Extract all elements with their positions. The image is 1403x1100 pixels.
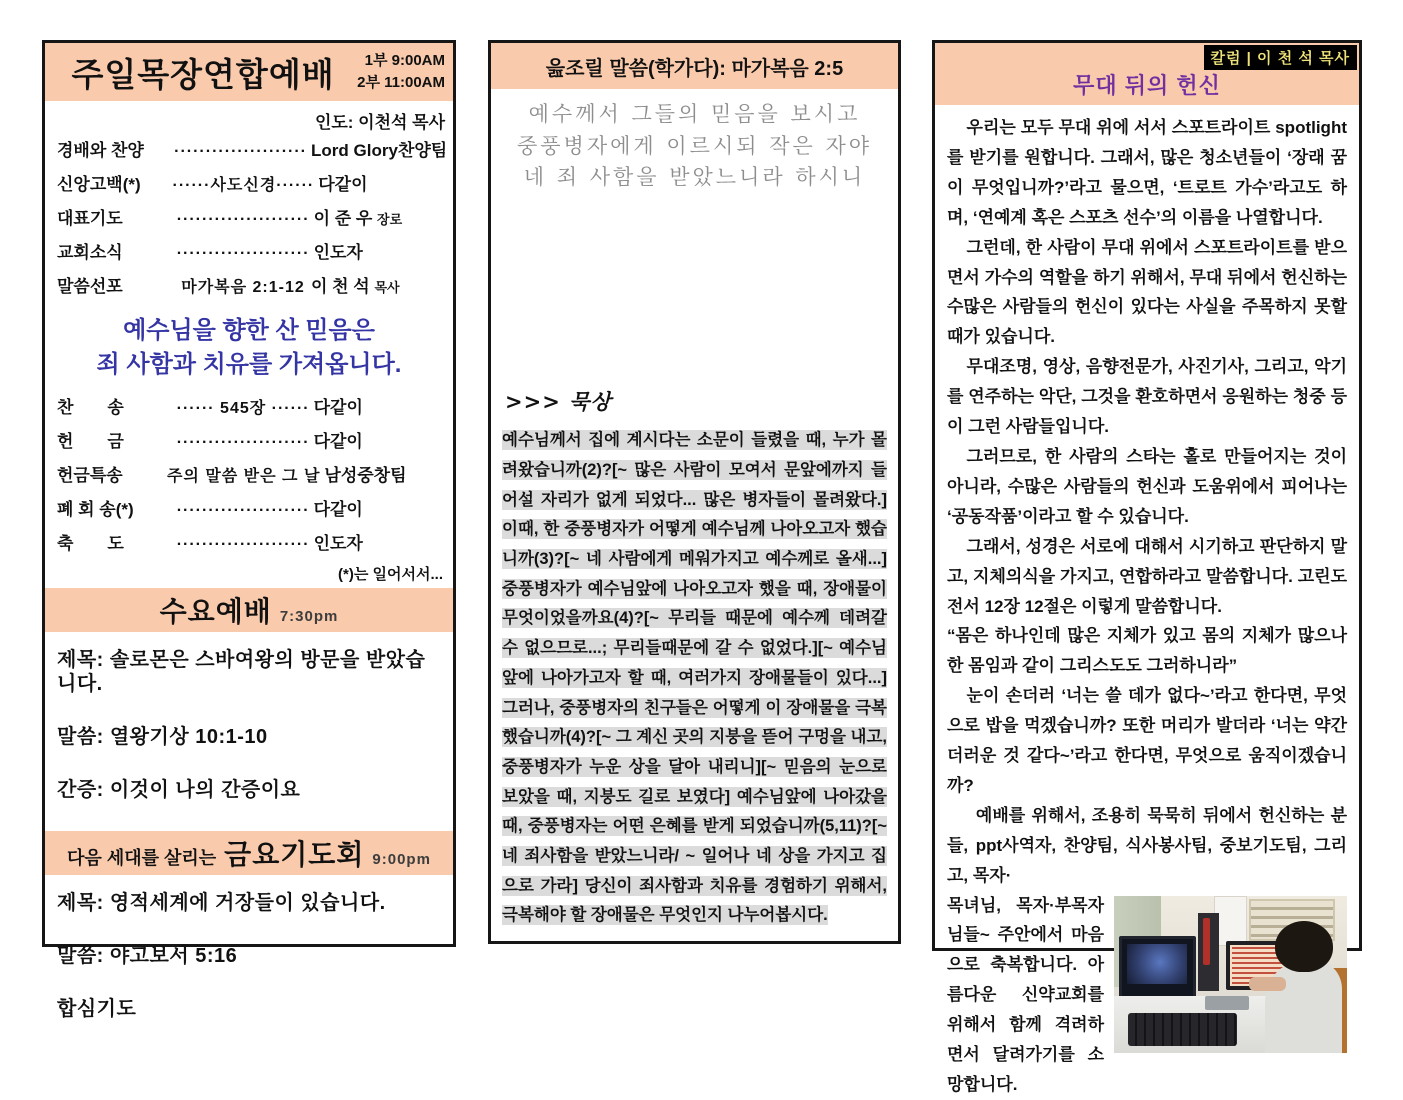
order-list-2 (45, 391, 453, 563)
friday-prayer-time: 9:00pm (372, 851, 431, 869)
order-item-person: 다같이 (313, 432, 363, 452)
meditation-body (491, 426, 898, 941)
order-item-label: 헌 금 (57, 432, 124, 452)
order-item-person: Lord Glory찬양팀 (311, 141, 448, 160)
photo-boy-hair (1275, 921, 1333, 973)
standing-footnote: (*)는 일어서서... (338, 566, 443, 584)
order-item-detail: ····················· (176, 536, 310, 554)
boy-at-computer-photo (1114, 896, 1347, 1053)
verse-line-2: 중풍병자에게 이르시되 작은 자야 (516, 133, 873, 158)
meditation-label: >>> 묵상 (505, 389, 612, 415)
meditation-panel (488, 40, 901, 944)
service-times (357, 50, 445, 94)
order-item-value (310, 204, 447, 229)
order-item-label: 폐 회 송(*) (57, 500, 134, 520)
service-time-1: 1부 9:00AM (364, 52, 445, 70)
order-item-label: 대표기도 (57, 209, 123, 228)
order-item-value (310, 495, 447, 520)
order-item-role: 장로 (377, 212, 403, 227)
order-item-value (320, 461, 447, 486)
column-paragraph: 그러므로, 한 사람의 스타는 홀로 만들어지는 것이 아니라, 수많은 사람들의 헌신과 도움위에서 피어나는 ‘공동작품’이라고 할 수 있습니다. (947, 446, 1347, 526)
worship-order-panel (42, 40, 456, 1021)
wednesday-service-band (45, 588, 453, 632)
order-row (57, 136, 447, 170)
column-header-band (935, 43, 1359, 105)
order-item-person: 다같이 (313, 500, 363, 520)
order-row (57, 170, 447, 204)
photo-door (1214, 896, 1247, 946)
order-item-detail: ······ 545장 ······ (176, 400, 310, 418)
blank-space (491, 194, 898, 387)
order-item-person: 인도자 (313, 534, 363, 554)
verse-text (491, 99, 898, 194)
sermon-statement-line1: 예수님을 향한 산 믿음은 (123, 317, 375, 344)
friday-prayer-lines (45, 875, 453, 1021)
column-body (935, 105, 1359, 1100)
column-quote-paragraph: “몸은 하나인데 많은 지체가 있고 몸의 지체가 많으나 한 몸임과 같이 그리스도도 그러하니라” (947, 626, 1347, 676)
service-time-2: 2부 11:00AM (357, 74, 445, 91)
order-item-detail: 주의 말씀 받은 그 날 (166, 468, 321, 486)
friday-prayer-band (45, 831, 453, 875)
order-item-label: 헌금특송 (57, 466, 123, 486)
friday-prayer-prefix: 다음 세대를 살리는 (67, 848, 217, 869)
order-item-value (310, 427, 447, 452)
photo-red-cable (1203, 918, 1210, 965)
order-item-person: 다같이 (318, 175, 368, 194)
order-row (57, 238, 447, 272)
order-item-label: 경배와 찬양 (57, 141, 144, 160)
photo-left-monitor (1119, 936, 1196, 999)
order-row (57, 461, 447, 495)
order-item-person: 이 천 석 (311, 277, 370, 296)
verse-line-1: 예수께서 그들의 믿음을 보시고 (528, 102, 861, 126)
photo-keyboard (1128, 1013, 1238, 1046)
order-item-label: 말씀선포 (57, 277, 123, 296)
order-item-value (307, 272, 447, 297)
wednesday-service-lines (45, 632, 453, 802)
column-title: 무대 뒤의 헌신 (1073, 73, 1221, 98)
order-row (57, 529, 447, 563)
photo-mouse-pad (1205, 996, 1249, 1010)
order-item-detail: ····················· (176, 245, 310, 262)
friday-sermon-title: 제목: 영적세계에 거장들이 있습니다. (57, 892, 386, 915)
order-row (57, 204, 447, 238)
wednesday-service-title: 수요예배 (159, 596, 272, 628)
worship-header-band (45, 43, 453, 101)
order-item-value (307, 136, 447, 161)
sermon-statement-line2: 죄 사함과 치유를 가져옵니다. (96, 350, 402, 378)
order-item-value (310, 238, 447, 263)
photo-boy-body (1265, 962, 1342, 1053)
order-item-detail: 마가복음 2:1-12 (181, 279, 305, 296)
column-paragraph: 우리는 모두 무대 위에 서서 스포트라이트 spotlight를 받기를 원합니다. 그래서, 많은 청소년들이 ‘장래 꿈이 무엇입니까?’라고 물으면, ‘트로트 가수’라고도 하며, ‘연예계 혹은 스포츠 선수’의 이름을 나열합니다. (947, 118, 1347, 227)
wednesday-sermon-title: 제목: 솔로몬은 스바여왕의 방문을 받았습니다. (57, 649, 426, 696)
order-item-role: 목사 (374, 280, 400, 295)
friday-scripture: 말씀: 야고보서 5:16 (57, 945, 238, 968)
order-item-detail: ····················· (176, 434, 310, 452)
order-item-label: 찬 송 (57, 398, 124, 418)
column-author-badge: 칼럼 | 이 천 석 목사 (1204, 45, 1357, 70)
order-item-person: 이 준 우 (313, 209, 373, 228)
sermon-statement (45, 314, 453, 381)
order-item-person: 인도자 (313, 243, 363, 262)
order-item-person: 다같이 (313, 398, 363, 418)
meditation-highlighted-text: 예수님께서 집에 계시다는 소문이 들렸을 때, 누가 몰려왔습니까(2)?[~ 많은 사람이 모여서 문앞에까지 들어설 자리가 없게 되었다... 많은 병자들이 몰려왔다.] 이때, 한 중풍병자가 어떻게 예수님께 나아오고자 했습니까(3)?[~ 네 사람에게 메워가지고 예수께로 올새...] 중풍병자가 예수님앞에 나아오고자 했을 때, 장애물이 무엇이었을까요(4)?[~ 무리들 때문에 예수께 데려갈 수 없으므로...; 무리들때문에 갈 수 없었다.][~ 예수님앞에 나아가고자 할 때, 여러가지 장애물들이 있다...] 그러나, 중풍병자의 친구들은 어떻게 이 장애물을 극복했습니까(4)?[~ 그 계신 곳의 지붕을 뜯어 구멍을 내고, 중풍병자가 누운 상을 달아 내리니][~ 믿음의 눈으로 보았을 때, 지붕도 길로 보였다] 예수님앞에 나아갔을 때, 중풍병자는 어떤 은혜를 받게 되었습니까(5,11)?[~ 네 죄사함을 받았느니라/ ~ 일어나 네 상을 가지고 집으로 가라] 당신이 죄사함과 치유를 경험하기 위해서, 극복해야 할 장애물은 무엇인지 나누어봅시다. (502, 431, 887, 925)
order-row (57, 495, 447, 529)
order-item-detail: ······사도신경······ (172, 177, 315, 194)
wednesday-service-time: 7:30pm (279, 608, 339, 626)
order-item-value (310, 393, 447, 418)
order-item-detail: ····················· (176, 211, 310, 228)
order-item-detail: ····················· (176, 502, 310, 520)
wednesday-testimony: 간증: 이것이 나의 간증이요 (57, 779, 301, 802)
friday-prayer-title: 금요기도회 (224, 839, 365, 871)
order-item-detail: ····················· (174, 143, 307, 160)
order-item-person: 남성중창팀 (324, 466, 407, 486)
column-paragraph: 무대조명, 영상, 음향전문가, 사진기사, 그리고, 악기를 연주하는 악단, 그것을 환호하면서 응원하는 청중 등이 그런 사람들입니다. (947, 357, 1347, 437)
verse-line-3: 네 죄 사함을 받았느니라 하시니 (523, 165, 866, 189)
order-row (57, 427, 447, 461)
column-closing-block (947, 891, 1347, 1100)
column-paragraph: 눈이 손더러 ‘너는 쓸 데가 없다~’라고 한다면, 무엇으로 밥을 먹겠습니까? 또한 머리가 발더라 ‘너는 약간 더러운 것 같다~’라고 한다면, 무엇으로 움직이겠습니까? (947, 686, 1347, 795)
column-paragraph: 그래서, 성경은 서로에 대해서 시기하고 판단하지 말고, 지체의식을 가지고, 연합하라고 말씀합니다. 고린도전서 12장 12절은 이렇게 말씀합니다. (947, 536, 1347, 616)
order-item-label: 신앙고백(*) (57, 175, 141, 194)
order-item-label: 축 도 (57, 534, 124, 554)
column-paragraph: 목녀님, 목자·부목자님들~ 주안에서 마음으로 축복합니다. 아름다운 신약교회를 위해서 함께 격려하면서 달려가기를 소망합니다. (947, 895, 1104, 1094)
wednesday-scripture: 말씀: 열왕기상 10:1-10 (57, 726, 268, 749)
pastor-column-panel (932, 40, 1362, 1094)
order-item-value (310, 529, 447, 554)
worship-title: 주일목장연합예배 (71, 55, 335, 93)
order-item-label: 교회소식 (57, 243, 123, 262)
order-list-1 (45, 134, 453, 306)
friday-joint-prayer: 합심기도 (57, 998, 137, 1021)
column-paragraph: 그런데, 한 사람이 무대 위에서 스포트라이트를 받으면서 가수의 역할을 하기 위해서, 무대 뒤에서 헌신하는 수많은 사람들의 헌신이 있다는 사실을 주목하지 못할 때가 있습니다. (947, 237, 1347, 347)
order-row (57, 393, 447, 427)
order-item-value (314, 170, 447, 195)
recite-verse-header: 읊조릴 말씀(학가다): 마가복음 2:5 (491, 43, 898, 89)
photo-boy-arm (1249, 977, 1286, 991)
order-row (57, 272, 447, 306)
service-leader: 인도: 이천석 목사 (314, 113, 445, 132)
column-paragraph: 예배를 위해서, 조용히 묵묵히 뒤에서 헌신하는 분들, ppt사역자, 찬양팀, 식사봉사팀, 중보기도팀, 그리고, 목자· (947, 805, 1347, 885)
